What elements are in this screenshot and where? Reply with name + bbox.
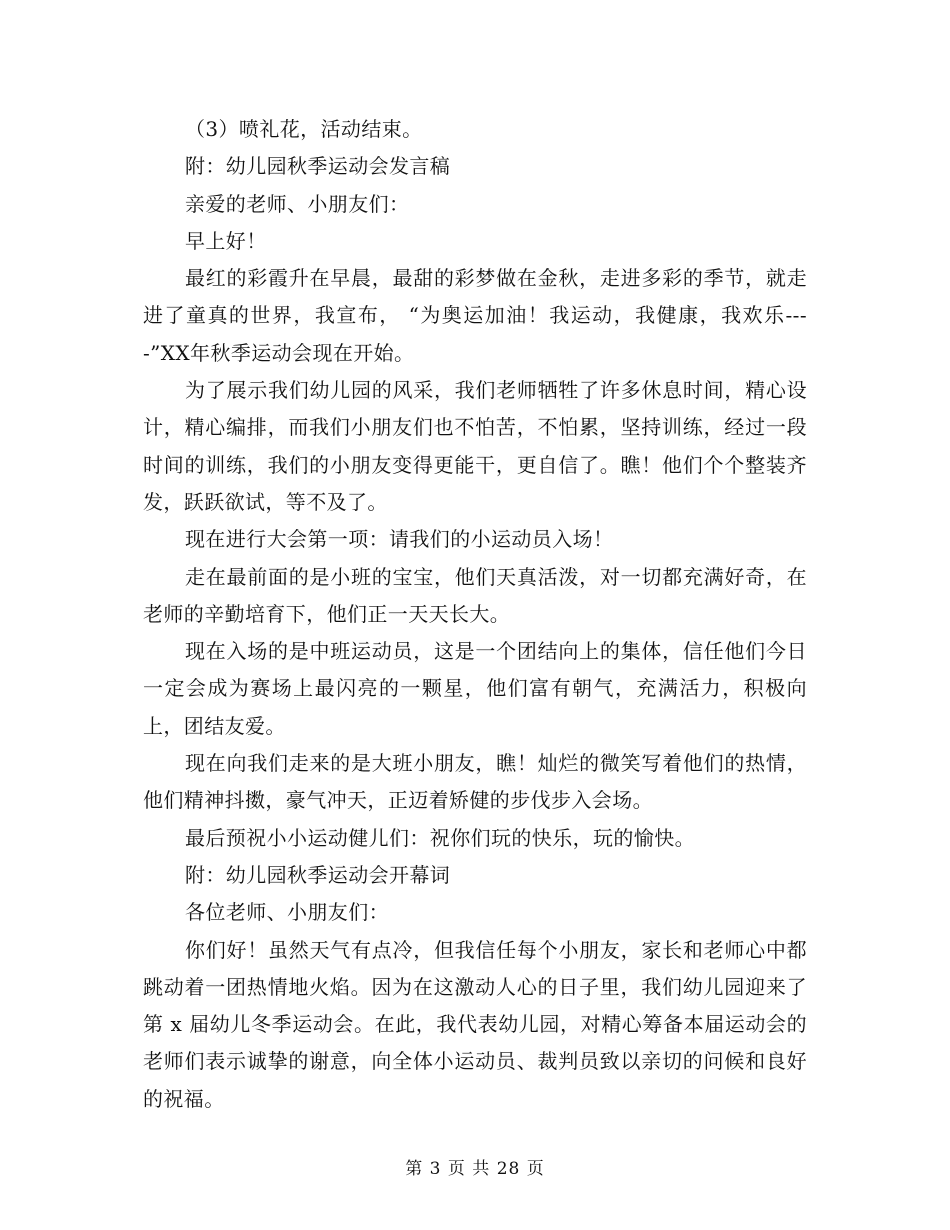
paragraph-small-class: 走在最前面的是小班的宝宝，他们天真活泼，对一切都充满好奇，在老师的辛勤培育下，他们正一天天长大。 (143, 564, 807, 626)
page-footer: 第 3 页 共 28 页 (405, 1159, 545, 1179)
heading-opening-appendix: 附：幼儿园秋季运动会开幕词 (185, 862, 451, 887)
paragraph-middle-class: 现在入场的是中班运动员，这是一个团结向上的集体，信任他们今日一定会成为赛场上最闪亮的一颗星，他们富有朝气，充满活力，积极向上，团结友爱。 (143, 639, 807, 738)
paragraph-opening-speech: 你们好！虽然天气有点冷，但我信任每个小朋友，家长和老师心中都跳动着一团热情地火焰。因为在这激动人心的日子里，我们幼儿园迎来了第 x 届幼儿冬季运动会。在此，我代表幼儿园，对精心筹备本届运动会的老师们表示诚挚的谢意，向全体小运动员、裁判员致以亲切的问候和良好的祝福。 (143, 937, 807, 1111)
paragraph-agenda-item-1: 现在进行大会第一项：请我们的小运动员入场！ (185, 527, 614, 552)
paragraph-salutation-1: 亲爱的老师、小朋友们： (185, 191, 410, 216)
paragraph-preparation: 为了展示我们幼儿园的风采，我们老师牺牲了许多休息时间，精心设计，精心编排，而我们小朋友们也不怕苦，不怕累，坚持训练，经过一段时间的训练，我们的小朋友变得更能干，更自信了。瞧！他们个个整装齐发，跃跃欲试，等不及了。 (143, 378, 807, 514)
paragraph-greeting-1: 早上好！ (185, 228, 267, 253)
document-body (143, 111, 807, 1118)
paragraph-big-class: 现在向我们走来的是大班小朋友，瞧！灿烂的微笑写着他们的热情，他们精神抖擞，豪气冲天，正迈着矫健的步伐步入会场。 (143, 751, 807, 813)
paragraph-opening-announcement: 最红的彩霞升在早晨，最甜的彩梦做在金秋，走进多彩的季节，就走进了童真的世界，我宣布， “为奥运加油！我运动，我健康，我欢乐----”XX年秋季运动会现在开始。 (143, 266, 807, 365)
paragraph-closing-step: （3）喷礼花，活动结束。 (185, 117, 423, 141)
heading-speech-appendix: 附：幼儿园秋季运动会发言稿 (185, 154, 451, 179)
paragraph-salutation-2: 各位老师、小朋友们： (185, 900, 389, 925)
paragraph-best-wishes: 最后预祝小小运动健儿们：祝你们玩的快乐，玩的愉快。 (185, 825, 695, 850)
